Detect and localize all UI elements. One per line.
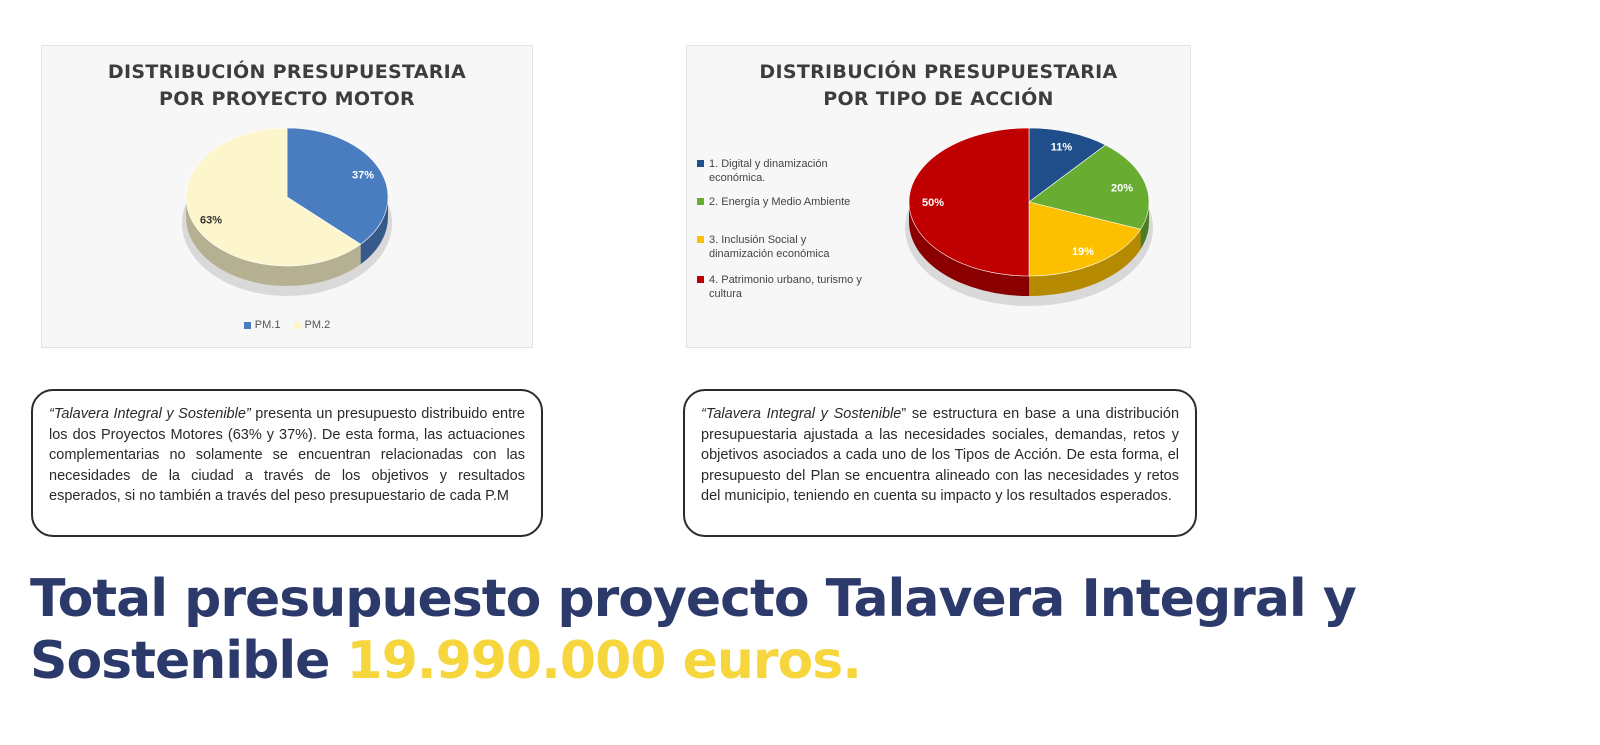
legend-swatch-pm1: [244, 322, 251, 329]
legend-item-pm2: [294, 319, 331, 331]
legend-label-inclusion: 3. Inclusión Social y dinamización económica: [709, 234, 830, 260]
legend-label-patrimonio: 4. Patrimonio urbano, turismo y cultura: [709, 274, 862, 300]
headline-amount: 19.990.000 euros.: [346, 631, 861, 691]
data-label-2: 20%: [1110, 182, 1133, 195]
chart-card-tipo-accion: [686, 45, 1191, 348]
legend-label-energia: 2. Energía y Medio Ambiente: [709, 196, 851, 208]
legend-swatch-pm2: [294, 322, 301, 329]
total-budget-headline: [30, 568, 1580, 692]
description-text: ” se estructura en base a una distribución presupuestaria ajustada a las necesidades sociales, demandas, retos y objetivos asociados a cada uno de los Tipos de Acción. De esta forma, el presupuesto del Plan se encuentra alineado con las necesidades y retos del municipio, teniendo en cuenta su impacto y los resultados esperados.: [701, 406, 1180, 504]
project-name-italic: “Talavera Integral y Sostenible”: [49, 406, 251, 422]
project-name-italic: “Talavera Integral y Sostenible: [701, 406, 902, 422]
data-label-1: 37%: [351, 169, 375, 182]
legend-label-digital: 1. Digital y dinamización económica.: [709, 158, 828, 184]
chart-title-line2: POR PROYECTO MOTOR: [159, 88, 415, 110]
pie-chart-proyecto-motor: [42, 46, 534, 349]
chart-title-line2: POR TIPO DE ACCIÓN: [823, 88, 1054, 110]
data-label-1: 11%: [1050, 141, 1073, 154]
description-box-proyecto-motor: [31, 389, 543, 537]
headline-text: Total presupuesto proyecto Talavera Integral y Sostenible: [30, 569, 1356, 691]
data-label-2: 63%: [199, 214, 223, 227]
chart-card-proyecto-motor: [41, 45, 533, 348]
data-label-4: 50%: [921, 197, 945, 209]
chart-legend: [42, 319, 532, 331]
description-text: presenta un presupuesto distribuido entre los dos Proyectos Motores (63% y 37%). De esta forma, las actuaciones complementarias no solamente se encuentran relacionadas con las necesidades de la ciudad a través de los objetivos y resultados esperados, si no también a través del peso presupuestario de cada P.M: [49, 406, 525, 504]
description-box-tipo-accion: [683, 389, 1197, 537]
legend-label-pm1: PM.1: [254, 319, 281, 331]
legend-item-pm1: [244, 319, 281, 331]
chart-title-line1: DISTRIBUCIÓN PRESUPUESTARIA: [107, 61, 467, 83]
pie-chart-tipo-accion: [687, 46, 1192, 349]
data-label-3: 19%: [1071, 245, 1094, 258]
chart-title-line1: DISTRIBUCIÓN PRESUPUESTARIA: [759, 61, 1118, 83]
legend-label-pm2: PM.2: [304, 319, 331, 331]
